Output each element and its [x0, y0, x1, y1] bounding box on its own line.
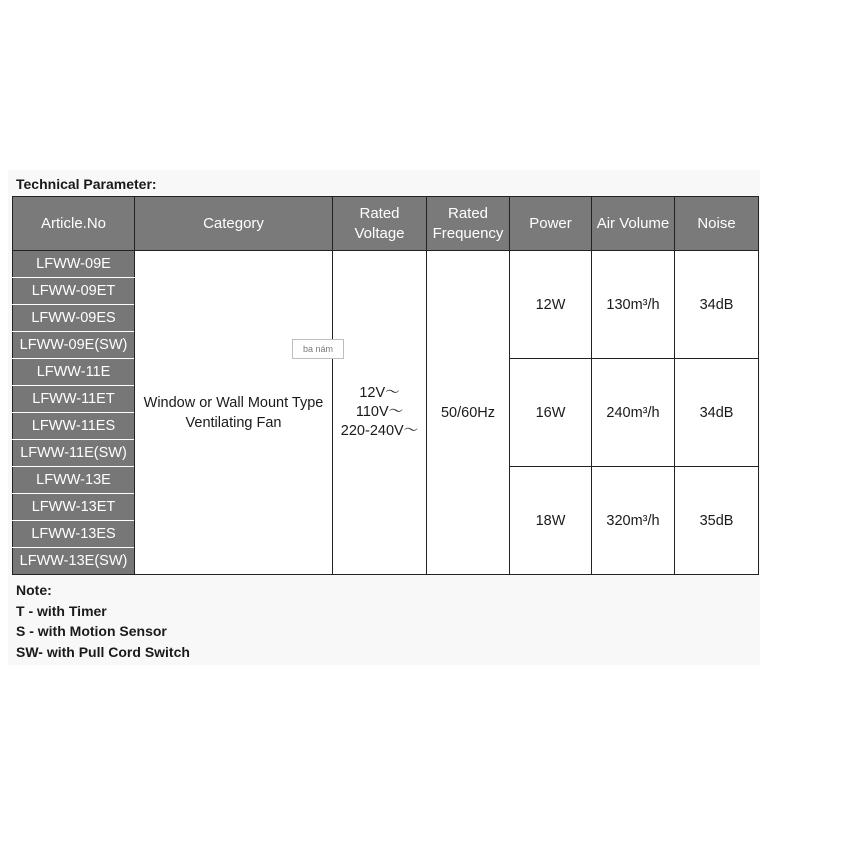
power-cell: 12W: [510, 251, 592, 359]
article-cell: LFWW-13E: [13, 467, 135, 494]
voltage-line1: 12V～: [359, 385, 400, 401]
article-cell: LFWW-09E(SW): [13, 332, 135, 359]
header-rated-voltage-line1: Rated: [359, 204, 400, 222]
article-cell: LFWW-13E(SW): [13, 548, 135, 575]
noise-cell: 34dB: [675, 359, 759, 467]
article-cell: LFWW-11E(SW): [13, 440, 135, 467]
article-cell: LFWW-09ES: [13, 305, 135, 332]
air-volume-cell: 130m³/h: [592, 251, 675, 359]
article-cell: LFWW-11ES: [13, 413, 135, 440]
header-power: Power: [510, 197, 592, 251]
article-cell: LFWW-09ET: [13, 278, 135, 305]
header-rated-frequency-line1: Rated: [447, 204, 489, 222]
watermark-label: ba nám: [292, 339, 344, 359]
table-row: [13, 251, 759, 278]
notes-section: [16, 580, 190, 662]
header-article-no: Article.No: [13, 197, 135, 251]
power-cell: 18W: [510, 467, 592, 575]
note-item: T - with Timer: [16, 602, 107, 619]
header-category: Category: [135, 197, 333, 251]
header-rated-frequency: [427, 197, 510, 251]
voltage-line2: 110V～: [355, 404, 404, 420]
power-cell: 16W: [510, 359, 592, 467]
category-line2: Ventilating Fan: [185, 414, 282, 431]
note-item: SW- with Pull Cord Switch: [16, 643, 190, 660]
air-volume-cell: 240m³/h: [592, 359, 675, 467]
article-cell: LFWW-13ET: [13, 494, 135, 521]
article-cell: LFWW-11E: [13, 359, 135, 386]
notes-heading: Note:: [16, 582, 52, 598]
header-rated-frequency-line2: Frequency: [432, 224, 504, 242]
header-air-volume: Air Volume: [592, 197, 675, 251]
article-cell: LFWW-13ES: [13, 521, 135, 548]
article-cell: LFWW-09E: [13, 251, 135, 278]
article-cell: LFWW-11ET: [13, 386, 135, 413]
voltage-line3: 220-240V～: [340, 423, 419, 439]
frequency-cell: 50/60Hz: [427, 251, 510, 575]
note-item: S - with Motion Sensor: [16, 623, 167, 639]
voltage-cell: [333, 251, 427, 575]
table-header-row: [13, 197, 759, 251]
air-volume-cell: 320m³/h: [592, 467, 675, 575]
header-rated-voltage-line2: Voltage: [354, 224, 405, 242]
section-title: Technical Parameter:: [16, 176, 157, 192]
header-noise: Noise: [675, 197, 759, 251]
header-rated-voltage: [333, 197, 427, 251]
category-cell: [135, 251, 333, 575]
technical-parameter-table: [12, 196, 759, 575]
noise-cell: 34dB: [675, 251, 759, 359]
category-line1: Window or Wall Mount Type: [143, 394, 324, 411]
noise-cell: 35dB: [675, 467, 759, 575]
